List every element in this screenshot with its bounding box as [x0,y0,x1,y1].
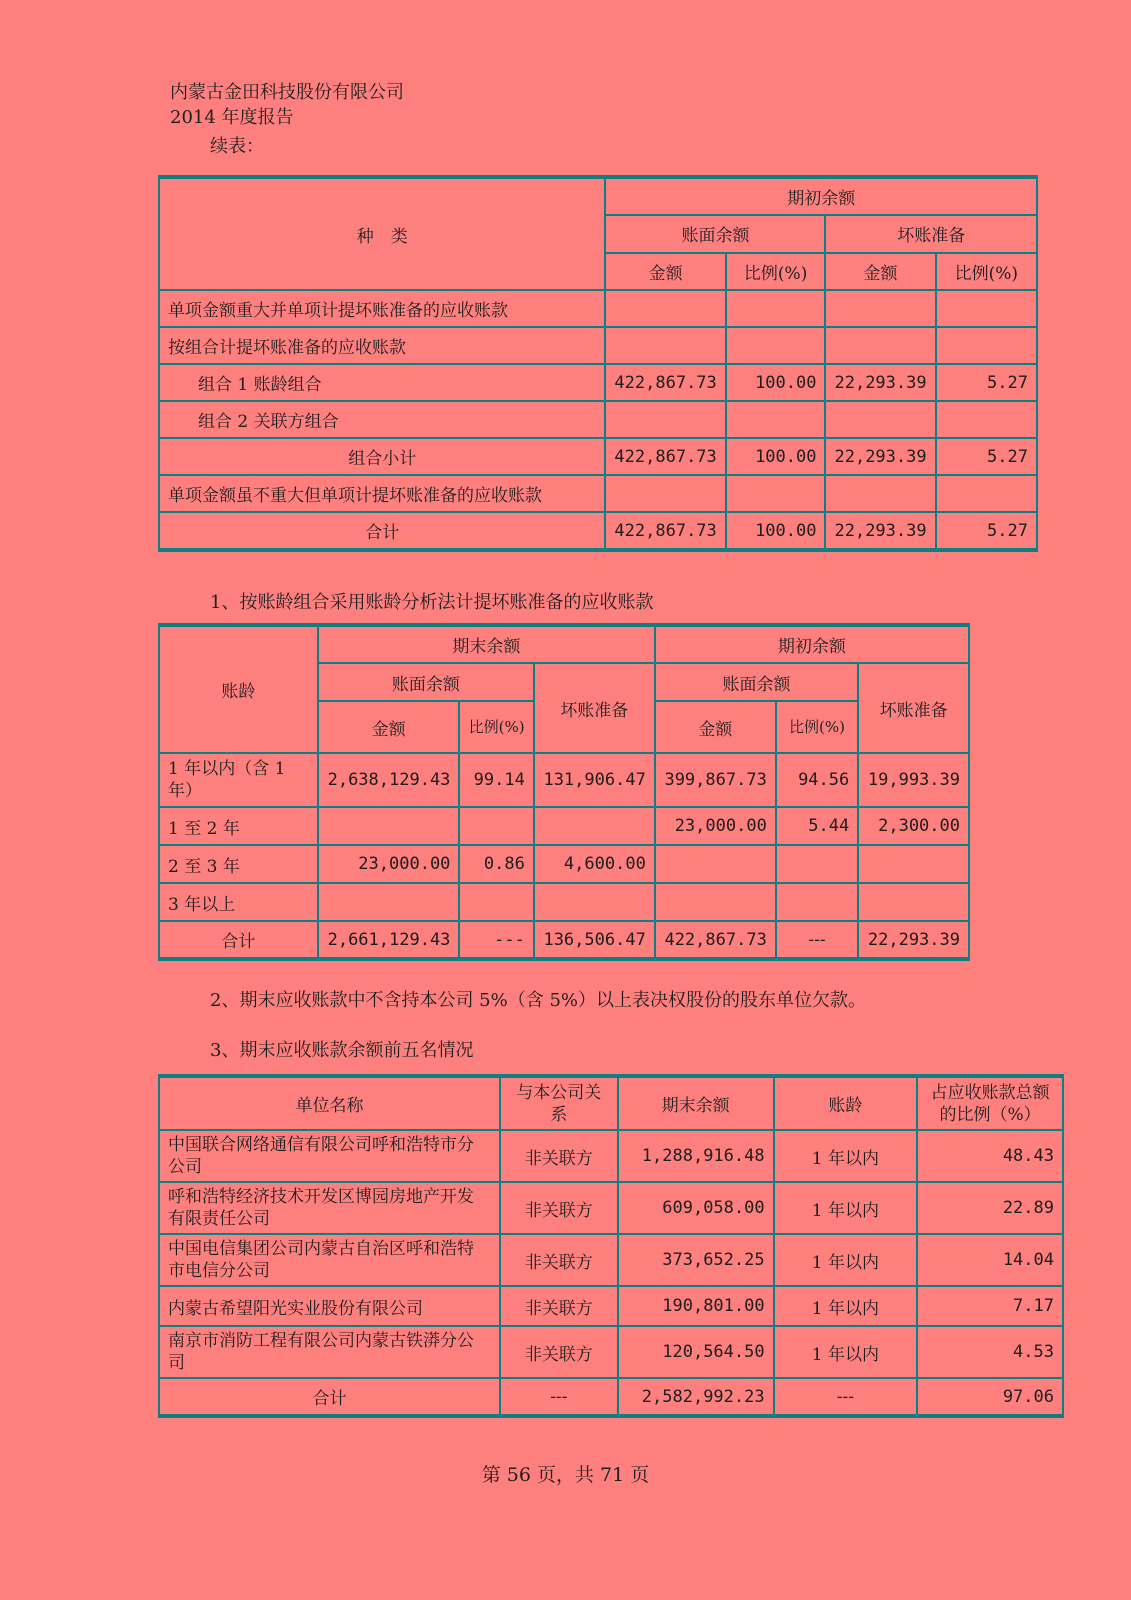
cell: 373,652.25 [618,1234,774,1286]
row-label: 呼和浩特经济技术开发区博园房地产开发有限责任公司 [159,1182,500,1234]
cell: 190,801.00 [618,1286,774,1326]
row-label: 南京市消防工程有限公司内蒙古铁漭分公司 [159,1326,500,1378]
cell: 5.44 [776,807,858,845]
cell: 1 年以内 [774,1234,918,1286]
cell [534,807,655,845]
cell: 4,600.00 [534,845,655,883]
cell [605,475,725,512]
report-title: 2014 年度报告 [170,107,294,128]
cell: 422,867.73 [605,512,725,550]
cell: 22,293.39 [858,921,969,959]
cell [936,401,1037,438]
row-label: 3 年以上 [159,883,318,921]
cell [936,327,1037,364]
cell: 131,906.47 [534,753,655,807]
cell [534,883,655,921]
cell [858,883,969,921]
cell: 22,293.39 [825,364,935,401]
cell: 非关联方 [500,1326,618,1378]
cell: 609,058.00 [618,1182,774,1234]
cell: 422,867.73 [655,921,776,959]
cell: 非关联方 [500,1182,618,1234]
table-row [159,883,969,921]
cell: 100.00 [726,438,826,475]
row-label: 合计 [159,921,318,959]
cell: 120,564.50 [618,1326,774,1378]
cell: 2,582,992.23 [618,1378,774,1416]
col-period: 期初余额 [605,177,1037,215]
cell: 97.06 [917,1378,1063,1416]
col-book-balance: 账面余额 [605,215,825,252]
cell: 136,506.47 [534,921,655,959]
cell [726,290,826,327]
table-row [159,512,1037,550]
cell: 非关联方 [500,1286,618,1326]
row-label: 中国联合网络通信有限公司呼和浩特市分公司 [159,1130,500,1182]
cell [459,883,533,921]
cell: 422,867.73 [605,364,725,401]
cell: 2,638,129.43 [318,753,460,807]
table-row [159,1182,1063,1234]
cell: --- [776,921,858,959]
table-row [159,921,969,959]
col-age: 账龄 [159,625,318,753]
cell: 5.27 [936,512,1037,550]
cell [858,845,969,883]
company-name: 内蒙古金田科技股份有限公司 [170,82,404,103]
cell [605,290,725,327]
col-ratio: 占应收账款总额的比例（%） [917,1076,1063,1130]
table-row [159,1234,1063,1286]
col-amount: 金额 [318,701,460,753]
cell [605,327,725,364]
cell: 5.27 [936,438,1037,475]
cell: 1 年以内 [774,1326,918,1378]
continued-label: 续表： [210,136,264,157]
cell: --- [774,1378,918,1416]
col-ratio: 比例(%) [459,701,533,753]
cell: --- [459,921,533,959]
cell [776,883,858,921]
cell: 422,867.73 [605,438,725,475]
cell [936,475,1037,512]
table-row [159,1286,1063,1326]
row-label: 组合 2 关联方组合 [159,401,605,438]
col-amount: 金额 [655,701,776,753]
cell [605,401,725,438]
col-relation: 与本公司关系 [500,1076,618,1130]
cell: 100.00 [726,364,826,401]
row-label: 组合小计 [159,438,605,475]
table-row [159,1326,1063,1378]
col-book-balance: 账面余额 [655,663,858,701]
page-number: 第 56 页，共 71 页 [481,1464,650,1486]
col-end-balance: 期末余额 [318,625,655,663]
cell [825,327,935,364]
cell: 19,993.39 [858,753,969,807]
col-age: 账龄 [774,1076,918,1130]
section-2-note: 2、期末应收账款中不含持本公司 5%（含 5%）以上表决权股份的股东单位欠款。 [210,990,867,1011]
col-bad-debt: 坏账准备 [534,663,655,753]
cell: 1 年以内 [774,1182,918,1234]
table-beginning-balance [158,175,1038,552]
cell: 7.17 [917,1286,1063,1326]
row-label: 组合 1 账龄组合 [159,364,605,401]
cell: 94.56 [776,753,858,807]
col-begin-balance: 期初余额 [655,625,969,663]
row-label: 单项金额重大并单项计提坏账准备的应收账款 [159,290,605,327]
cell [825,290,935,327]
row-label: 内蒙古希望阳光实业股份有限公司 [159,1286,500,1326]
table-row [159,327,1037,364]
section-1-title: 1、按账龄组合采用账龄分析法计提坏账准备的应收账款 [210,592,654,613]
row-label: 合计 [159,512,605,550]
col-ratio: 比例(%) [726,253,826,290]
cell: 2,300.00 [858,807,969,845]
col-amount: 金额 [605,253,725,290]
cell: 399,867.73 [655,753,776,807]
table-row [159,364,1037,401]
cell: --- [500,1378,618,1416]
cell: 1 年以内 [774,1130,918,1182]
col-unit-name: 单位名称 [159,1076,500,1130]
table-row [159,401,1037,438]
col-end-balance: 期末余额 [618,1076,774,1130]
cell [655,883,776,921]
col-amount: 金额 [825,253,935,290]
cell: 48.43 [917,1130,1063,1182]
cell: 非关联方 [500,1234,618,1286]
table-row [159,845,969,883]
cell: 99.14 [459,753,533,807]
cell [655,845,776,883]
cell [726,401,826,438]
cell [936,290,1037,327]
table-row [159,438,1037,475]
cell: 23,000.00 [318,845,460,883]
cell: 1 年以内 [774,1286,918,1326]
cell: 22,293.39 [825,438,935,475]
cell [459,807,533,845]
col-book-balance: 账面余额 [318,663,534,701]
table-row [159,290,1037,327]
cell [776,845,858,883]
col-kind: 种 类 [159,177,605,290]
cell: 100.00 [726,512,826,550]
cell [825,475,935,512]
cell [825,401,935,438]
section-3-title: 3、期末应收账款余额前五名情况 [210,1040,474,1061]
row-label: 单项金额虽不重大但单项计提坏账准备的应收账款 [159,475,605,512]
cell: 0.86 [459,845,533,883]
table-aging [158,623,970,961]
row-label: 按组合计提坏账准备的应收账款 [159,327,605,364]
cell [726,327,826,364]
cell: 非关联方 [500,1130,618,1182]
cell: 2,661,129.43 [318,921,460,959]
row-label: 1 年以内（含 1 年） [159,753,318,807]
row-label: 1 至 2 年 [159,807,318,845]
cell: 5.27 [936,364,1037,401]
row-label: 2 至 3 年 [159,845,318,883]
table-row [159,1378,1063,1416]
cell [318,883,460,921]
col-bad-debt: 坏账准备 [858,663,969,753]
table-row [159,753,969,807]
cell: 14.04 [917,1234,1063,1286]
cell: 22.89 [917,1182,1063,1234]
table-row [159,807,969,845]
cell [318,807,460,845]
col-ratio: 比例(%) [776,701,858,753]
cell: 22,293.39 [825,512,935,550]
cell [726,475,826,512]
row-label: 合计 [159,1378,500,1416]
col-ratio: 比例(%) [936,253,1037,290]
table-top-five [158,1074,1064,1418]
table-row [159,1130,1063,1182]
cell: 4.53 [917,1326,1063,1378]
row-label: 中国电信集团公司内蒙古自治区呼和浩特市电信分公司 [159,1234,500,1286]
cell: 1,288,916.48 [618,1130,774,1182]
cell: 23,000.00 [655,807,776,845]
col-bad-debt: 坏账准备 [825,215,1037,252]
table-row [159,475,1037,512]
